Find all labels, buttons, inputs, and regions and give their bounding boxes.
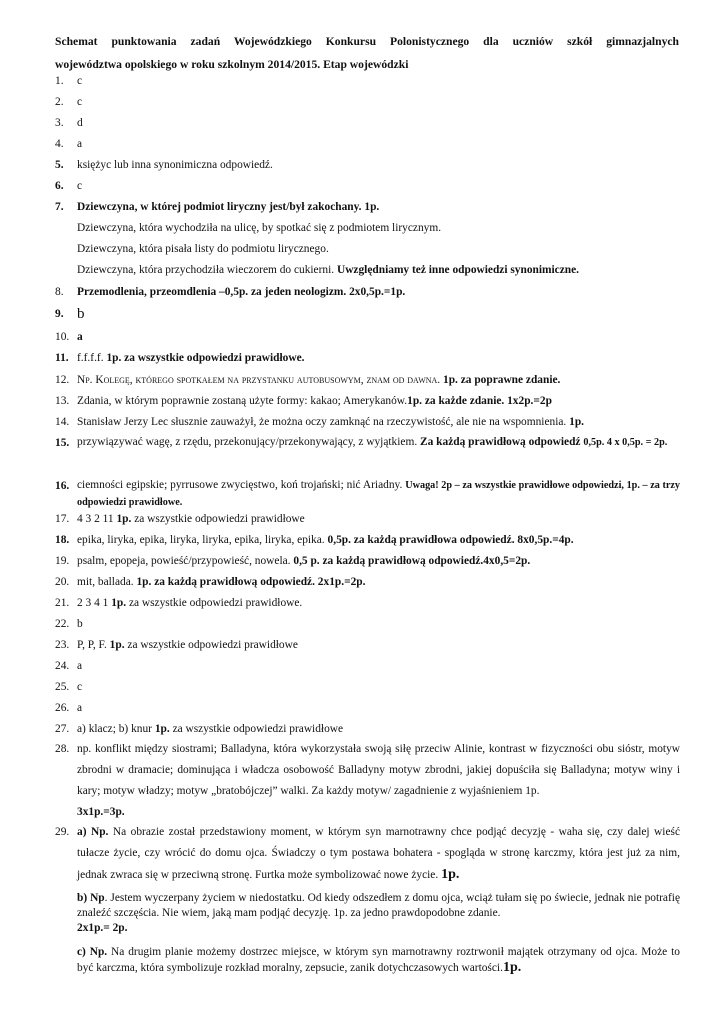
item-answer: Przemodlenia, przeomdlenia –0,5p. za jeden neologizm. 2x0,5p.=1p. xyxy=(77,286,406,298)
scoring-note: Uwaga! 2p – za wszystkie prawidłowe odpowiedzi, 1p. – za trzy odpowiedzi prawidłowe. xyxy=(77,480,680,508)
item-number: 7. xyxy=(55,201,64,213)
scoring-points: 1p. xyxy=(154,723,170,735)
item-number: 29. xyxy=(55,826,70,838)
item-number: 28. xyxy=(55,743,70,755)
scoring-points: 1p. xyxy=(502,960,522,975)
item-number: 10. xyxy=(55,331,70,343)
item-number: 14. xyxy=(55,416,70,428)
scoring-points: 1p. xyxy=(116,513,132,525)
item-number: 6. xyxy=(55,180,64,192)
item-answer: Stanisław Jerzy Lec słusznie zauważył, że można oczy zamknąć na rzeczywistość, ale nie na wspomnienia. xyxy=(77,416,567,428)
item-answer: b xyxy=(77,306,85,322)
item-answer: przywiązywać wagę, z rzędu, przekonujący/przekonywający, z wyjątkiem. xyxy=(77,436,418,448)
item-alternative: Dziewczyna, która wychodziła na ulicę, by spotkać się z podmiotem lirycznym. xyxy=(77,222,442,234)
item-number: 16. xyxy=(55,480,70,492)
item-number: 24. xyxy=(55,660,70,672)
item-answer: a xyxy=(77,660,83,672)
scoring-note: za wszystkie odpowiedzi prawidłowe xyxy=(127,639,298,651)
scoring-note: 0,5 p. za każdą prawidłową odpowiedź.4x0,5=2p. xyxy=(293,555,531,567)
item-number: 18. xyxy=(55,534,70,546)
item-number: 26. xyxy=(55,702,70,714)
scoring-note: za wszystkie odpowiedzi prawidłowe xyxy=(172,723,344,735)
scoring-points: 1p. xyxy=(111,597,127,609)
scoring-points: 3x1p.=3p. xyxy=(77,806,125,818)
scoring-note: 1p. za każde zdanie. 1x2p.=2p xyxy=(407,395,552,407)
item-number: 15. xyxy=(55,437,70,449)
item-number: 21. xyxy=(55,597,70,609)
item-answer: Np. Kolegę, którego spotkałem na przystanku autobusowym, znam od dawna. xyxy=(77,374,441,386)
document-title xyxy=(55,30,679,76)
item-number: 19. xyxy=(55,555,70,567)
item-answer: a xyxy=(77,702,83,714)
scoring-note: 0,5p. za każdą prawidłowa odpowiedź. 8x0,5p.=4p. xyxy=(327,534,574,546)
item-answer: ciemności egipskie; pyrrusowe zwycięstwo, koń trojański; nić Ariadny. xyxy=(77,479,403,491)
item-answer: f.f.f.f. xyxy=(77,352,104,364)
item-answer: b xyxy=(77,618,83,630)
item-number: 5. xyxy=(55,159,64,171)
item-number: 2. xyxy=(55,96,64,108)
item-answer: c xyxy=(77,75,83,87)
item-number: 22. xyxy=(55,618,70,630)
scoring-points: 1p. xyxy=(109,639,125,651)
item-number: 3. xyxy=(55,117,64,129)
scoring-points: 1p. xyxy=(441,867,460,882)
scoring-note: 1p. xyxy=(569,416,585,428)
item-number: 8. xyxy=(55,286,64,298)
item-number: 4. xyxy=(55,138,64,150)
item-alternative: Dziewczyna, która pisała listy do podmiotu lirycznego. xyxy=(77,243,329,255)
item-answer: c xyxy=(77,96,83,108)
answer-part-c: c) Np. Na drugim planie możemy dostrzec miejsce, w którym syn marnotrawny roztrwonił majątek otrzymany od ojca. Może to być karczma, która symbolizuje rozkład moralny, zepsucie, zanik dotychczasowych wartości.1p. xyxy=(77,946,680,975)
scoring-note: Uwzględniamy też inne odpowiedzi synonimiczne. xyxy=(336,264,580,276)
item-number: 17. xyxy=(55,513,70,525)
item-number: 11. xyxy=(55,352,69,364)
item-answer: c xyxy=(77,681,83,693)
item-number: 25. xyxy=(55,681,70,693)
item-answer: d xyxy=(77,117,83,129)
scoring-points: 0,5p. 4 x 0,5p. = 2p. xyxy=(583,437,668,448)
item-alternative: Dziewczyna, która przychodziła wieczorem do cukierni. xyxy=(77,264,335,276)
scoring-note: 1p. za każdą prawidłową odpowiedź. 2x1p.=2p. xyxy=(136,576,366,588)
scoring-note: 1p. za poprawne zdanie. xyxy=(443,374,561,386)
scoring-note: 1p. za wszystkie odpowiedzi prawidłowe. xyxy=(106,352,305,364)
item-answer: c xyxy=(77,180,83,192)
item-answer: 4 3 2 11 xyxy=(77,513,114,525)
item-answer: psalm, epopeja, powieść/przypowieść, nowela. xyxy=(77,555,291,567)
item-number: 27. xyxy=(55,723,70,735)
item-answer: a xyxy=(77,331,83,343)
scoring-note: Za każdą prawidłową odpowiedź xyxy=(420,436,581,448)
item-answer: 2 3 4 1 xyxy=(77,597,109,609)
title-line-1: Schemat punktowania zadań Wojewódzkiego Konkursu Polonistycznego dla uczniów szkół gimnazjalnych xyxy=(55,35,679,48)
item-answer: P, P, F. xyxy=(77,639,107,651)
scoring-points: 2x1p.= 2p. xyxy=(77,922,128,934)
item-number: 1. xyxy=(55,75,64,87)
item-number: 23. xyxy=(55,639,70,651)
scoring-note: za wszystkie odpowiedzi prawidłowe. xyxy=(128,597,303,609)
item-answer: Zdania, w którym poprawnie zostaną użyte formy: kakao; Amerykanów. xyxy=(77,395,408,407)
item-answer: epika, liryka, epika, liryka, liryka, epika, liryka, epika. xyxy=(77,534,325,546)
scoring-note: za wszystkie odpowiedzi prawidłowe xyxy=(134,513,305,525)
item-answer: a xyxy=(77,138,83,150)
item-answer: np. konflikt między siostrami; Balladyna, która wykorzystała swoją siłę przeciw Alinie, kontrast w fizyczności obu sióstr, motyw zbrodni w dramacie; dominująca i władcza osobowość Balladyny motyw zbrodni, jakiej dopuściła się Balladyna; motyw winy i kary; motyw władzy; motyw „bratobójczej” walki. Za każdy motyw/ zagadnienie z wyjaśnieniem 1p. xyxy=(77,743,680,797)
item-number: 12. xyxy=(55,374,70,386)
item-number: 20. xyxy=(55,576,70,588)
item-number: 13. xyxy=(55,395,70,407)
item-answer: księżyc lub inna synonimiczna odpowiedź. xyxy=(77,159,273,171)
answer-part-b: b) Np. Jestem wyczerpany życiem w niedostatku. Od kiedy odszedłem z domu ojca, wciąż tułam się po świecie, jednak nie potrafię znaleźć szczęścia. Nie wiem, jaką mam podjąć decyzję. 1p. za jedno prawdopodobne zdanie. 2x1p.= 2p. xyxy=(77,892,680,934)
item-answer: mit, ballada. xyxy=(77,576,134,588)
item-answer: a) klacz; b) knur xyxy=(77,723,152,735)
item-number: 9. xyxy=(55,308,64,320)
answer-part-a: a) Np. Na obrazie został przedstawiony moment, w którym syn marnotrawny chce podjąć decyzję - waha się, czy dalej wieść tułacze życie, czy wrócić do domu ojca. Świadczy o tym postawa bohatera - spogląda w stronę karczmy, która jest już za nim, jednak zwraca się w przeciwną stronę. Furtka może symbolizować nowe życie. 1p. xyxy=(77,826,680,882)
item-answer: Dziewczyna, w której podmiot liryczny jest/był zakochany. 1p. xyxy=(77,201,380,213)
title-line-2: województwa opolskiego w roku szkolnym 2014/2015. Etap wojewódzki xyxy=(55,58,409,71)
